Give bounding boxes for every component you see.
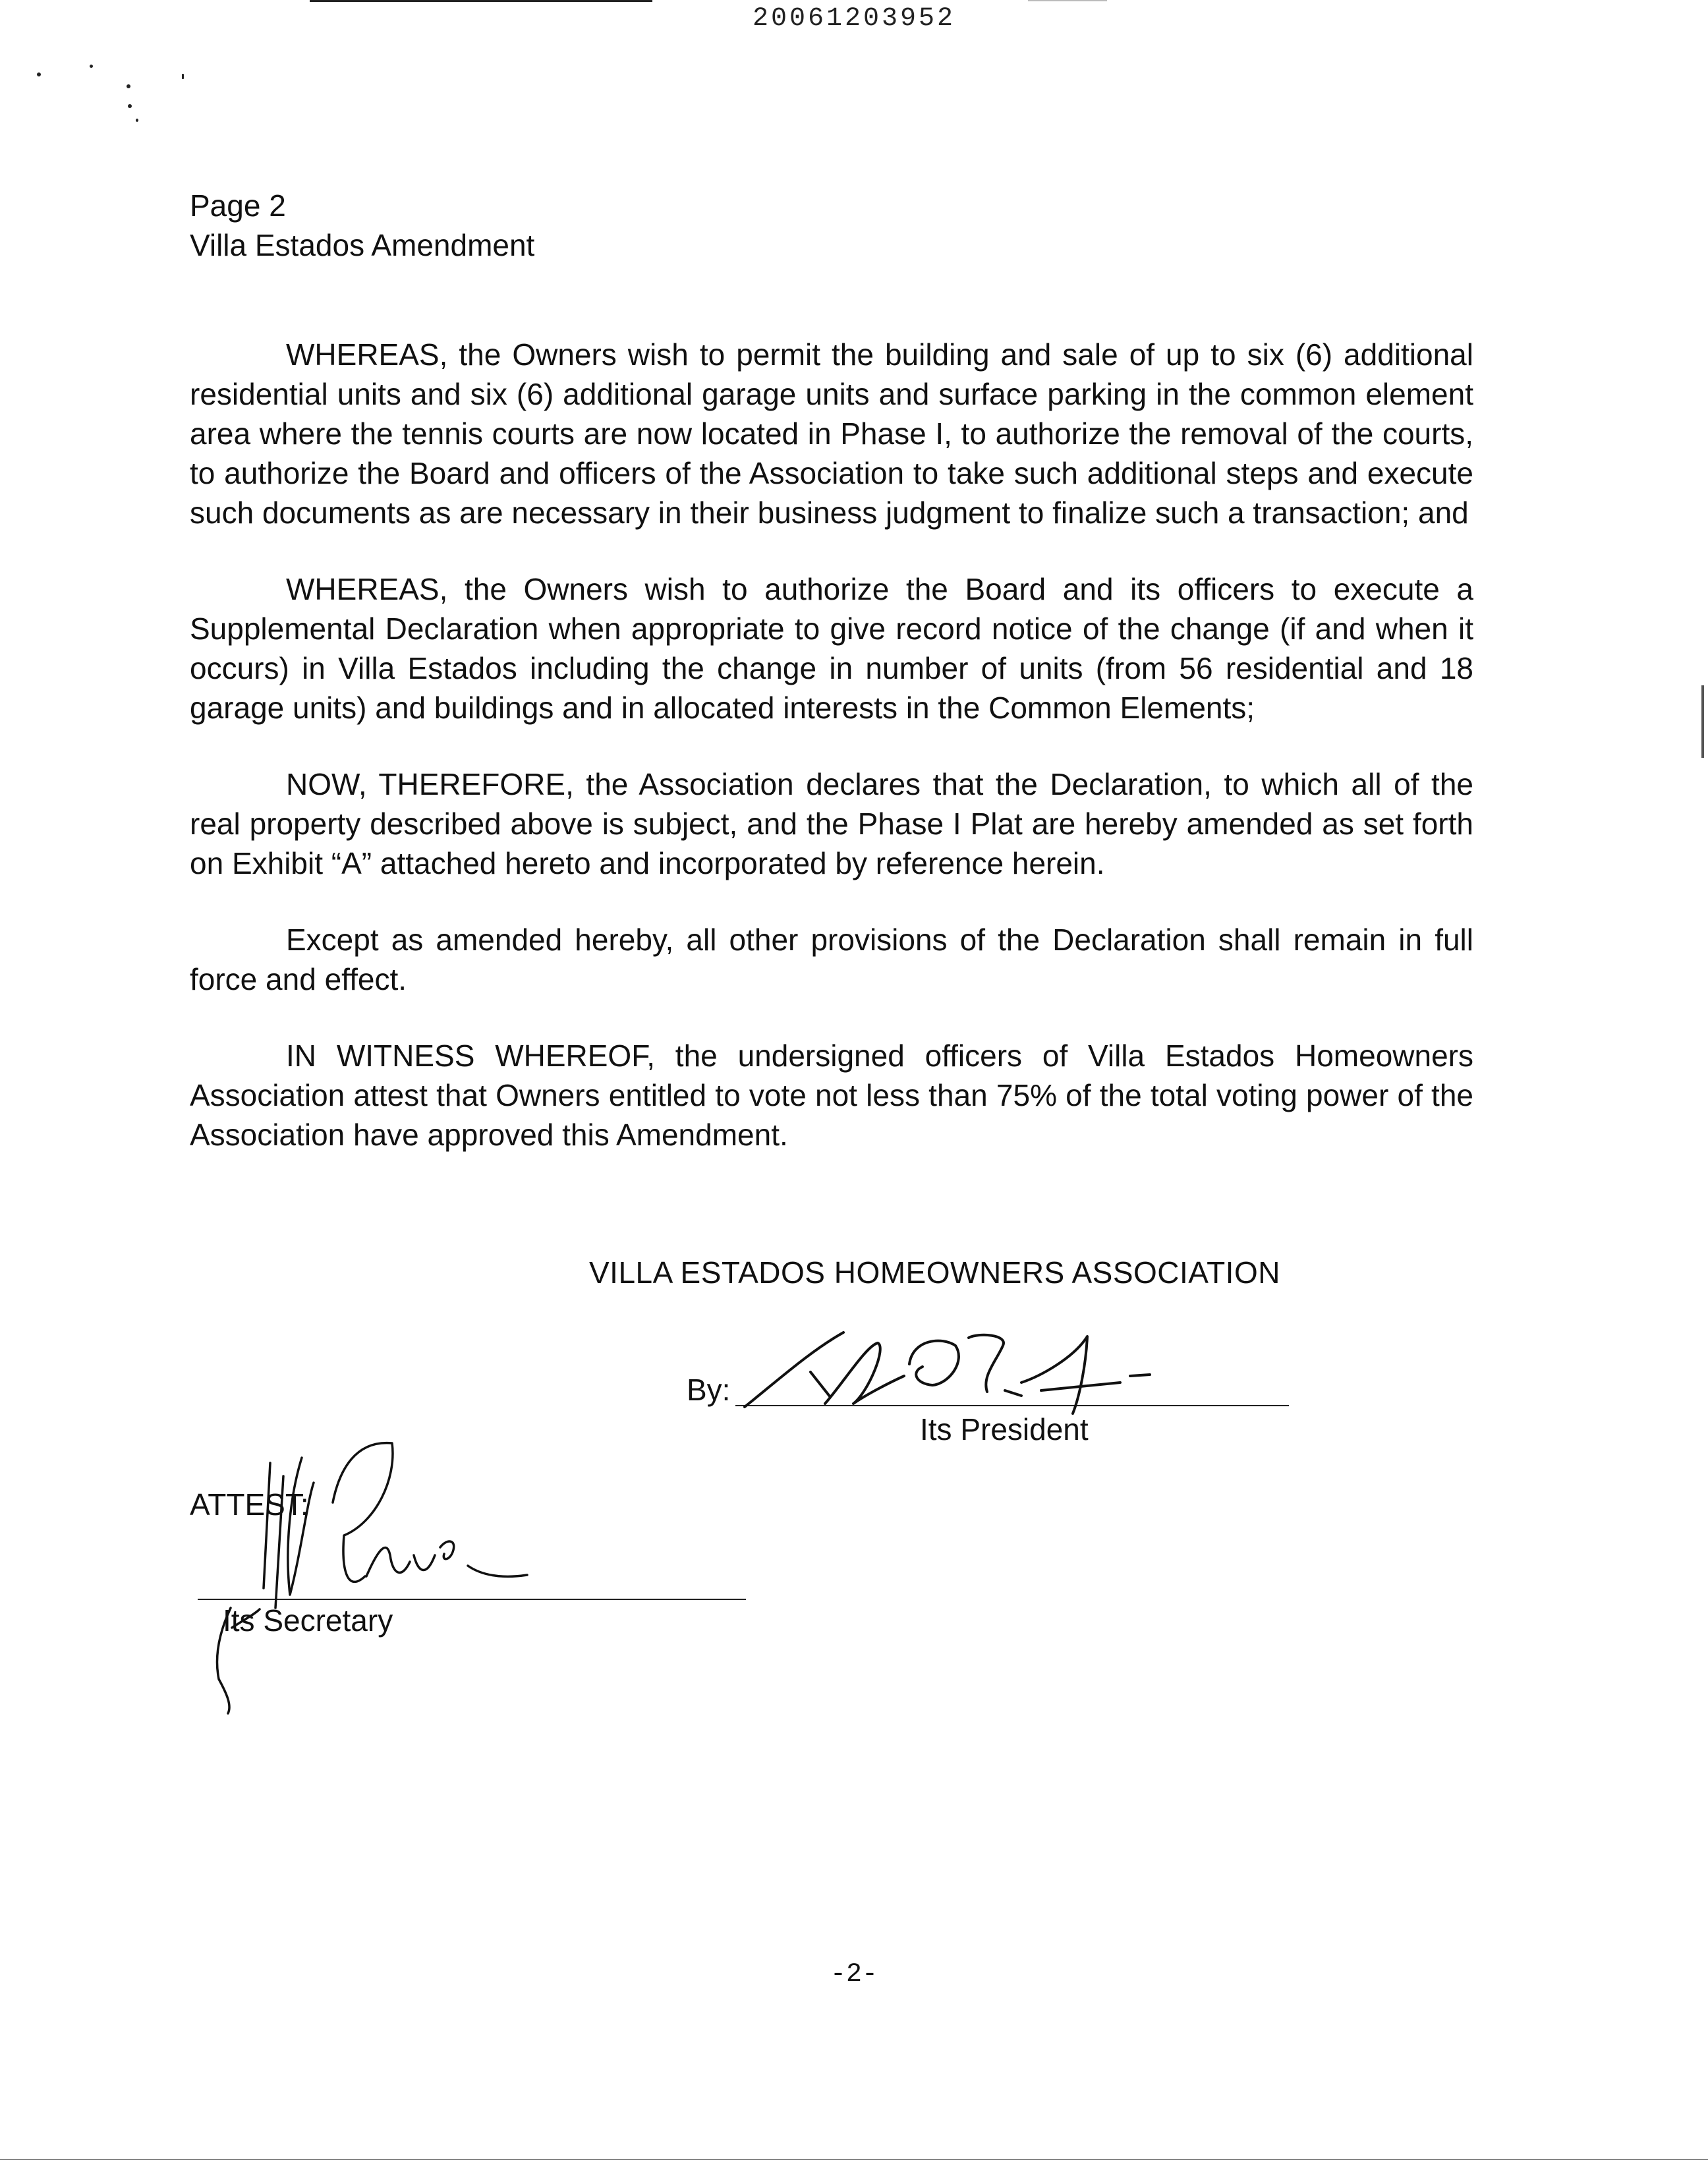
scan-speck	[128, 104, 132, 108]
president-signature	[731, 1298, 1193, 1450]
now-therefore-paragraph: NOW, THEREFORE, the Association declares that the Declaration, to which all of the real property described above is subject, and the Phase I Plat are hereby amended as set forth on Exhibit “A” attached hereto and incorporated by reference herein.	[190, 767, 1473, 880]
page-label: Page 2	[190, 188, 286, 223]
document-number: 20061203952	[752, 4, 956, 34]
scan-speck	[37, 72, 41, 76]
top-scan-rule	[310, 0, 652, 2]
top-scan-rule-faint	[1028, 0, 1107, 1]
whereas-paragraph-1: WHEREAS, the Owners wish to permit the building and sale of up to six (6) additional residential units and six (6) additional garage units and surface parking in the common element area where the tennis courts are now located in Phase I, to authorize the removal of the courts, to authorize the Board and officers of the Association to take such additional steps and execute such documents as are necessary in their business judgment to finalize such a transaction; and	[190, 337, 1473, 530]
scan-edge-mark	[1701, 685, 1704, 758]
page-number: -2-	[830, 1960, 878, 1989]
by-label: By:	[687, 1373, 731, 1407]
except-paragraph: Except as amended hereby, all other provisions of the Declaration shall remain in full force and effect.	[190, 923, 1473, 996]
in-witness-paragraph: IN WITNESS WHEREOF, the undersigned officers of Villa Estados Homeowners Association attest that Owners entitled to vote not less than 75% of the total voting power of the Association have approved this Amendment.	[190, 1039, 1473, 1152]
bottom-scan-rule	[0, 2159, 1708, 2160]
scan-speck	[127, 84, 130, 88]
secretary-signature	[191, 1423, 547, 1713]
scan-speck	[136, 119, 138, 122]
scan-speck	[90, 65, 93, 68]
whereas-paragraph-2: WHEREAS, the Owners wish to authorize the Board and its officers to execute a Supplemental Declaration when appropriate to give record notice of the change (if and when it occurs) in Villa Estados including the change in number of units (from 56 residential and 18 garage units) and buildings and in allocated interests in the Common Elements;	[190, 572, 1473, 725]
secretary-role-label: Its Secretary	[223, 1603, 393, 1638]
association-name: VILLA ESTADOS HOMEOWNERS ASSOCIATION	[589, 1255, 1280, 1290]
page-header	[190, 186, 534, 265]
scan-speck	[182, 74, 184, 79]
president-role-label: Its President	[920, 1412, 1089, 1446]
attest-label: ATTEST:	[190, 1487, 309, 1522]
document-title: Villa Estados Amendment	[190, 228, 535, 262]
document-body	[190, 335, 1473, 1191]
